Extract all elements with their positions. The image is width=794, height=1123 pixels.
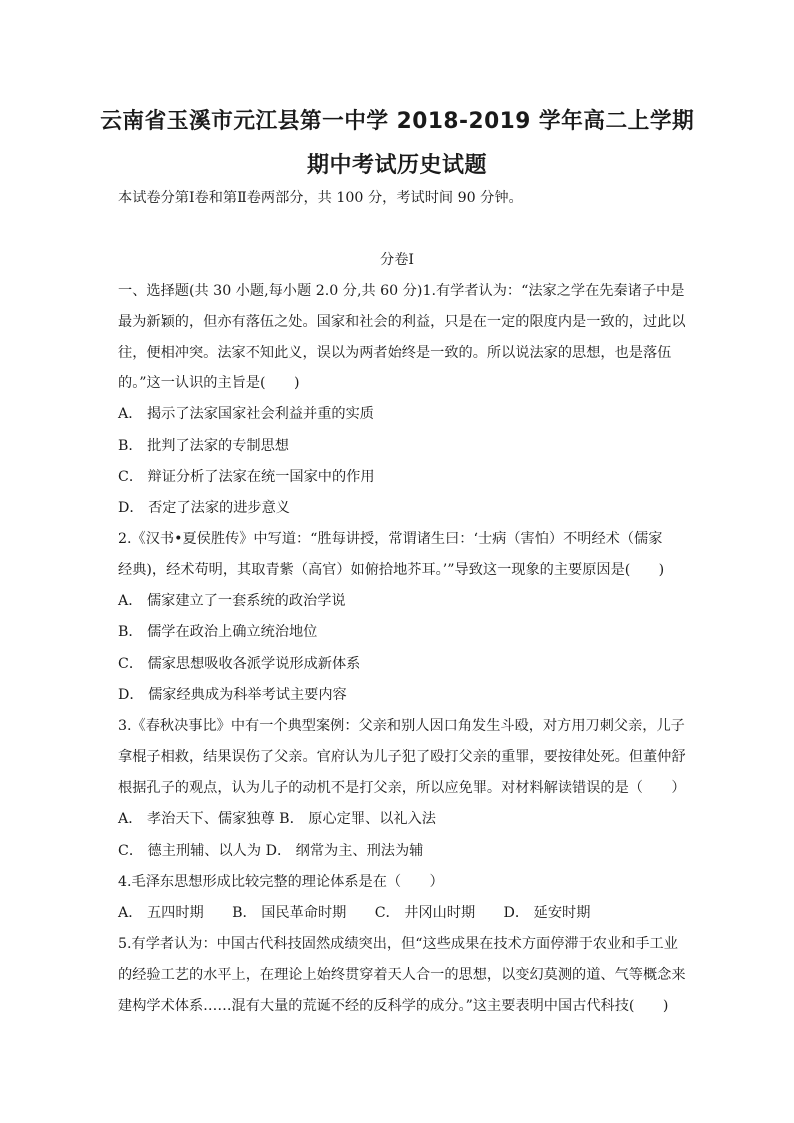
option-line: A． 孝治天下、儒家独尊 B． 原心定罪、以礼入法	[118, 811, 436, 827]
text-line: 一、选择题(共 30 小题,每小题 2.0 分,共 60 分)1.有学者认为：“法家之学在先秦诸子中是	[118, 283, 685, 299]
text-line: 的。”这一认识的主旨是( )	[118, 375, 300, 391]
text-line: 建构学术体系……混有大量的荒诞不经的反科学的成分。”这主要表明中国古代科技( )	[118, 998, 669, 1014]
text-line: 往，便相冲突。法家不知此义，误以为两者始终是一致的。所以说法家的思想，也是落伍	[118, 345, 672, 361]
title-line-2: 期中考试历史试题	[306, 153, 487, 178]
option-line: C． 德主刑辅、以人为 D． 纲常为主、刑法为辅	[118, 843, 424, 859]
section-heading: 分卷Ⅰ	[380, 252, 414, 268]
option-line: B． 批判了法家的专制思想	[118, 438, 289, 454]
option-line: B． 儒学在政治上确立统治地位	[118, 624, 318, 640]
text-line: 的经验工艺的水平上，在理论上始终贯穿着天人合一的思想，以变幻莫测的道、气等概念来	[118, 967, 686, 983]
option-line: C． 儒家思想吸收各派学说形成新体系	[118, 656, 361, 672]
text-line: 3.《春秋决事比》中有一个典型案例：父亲和别人因口角发生斗殴，对方用刀刺父亲，儿子	[118, 718, 685, 734]
option-line: D． 儒家经典成为科举考试主要内容	[118, 687, 347, 703]
option-line: D． 否定了法家的进步意义	[118, 500, 290, 516]
intro-text: 本试卷分第Ⅰ卷和第Ⅱ卷两部分，共 100 分，考试时间 90 分钟。	[118, 190, 523, 206]
option-line: A． 五四时期 B． 国民革命时期 C． 井冈山时期 D． 延安时期	[118, 905, 591, 921]
text-line: 根据孔子的观点，认为儿子的动机不是打父亲，所以应免罪。对材料解读错误的是（ ）	[118, 780, 686, 796]
option-line: C． 辩证分析了法家在统一国家中的作用	[118, 469, 375, 485]
text-line: 5.有学者认为：中国古代科技固然成绩突出，但“这些成果在技术方面停滞于农业和手工业	[118, 936, 678, 952]
text-line: 4.毛泽东思想形成比较完整的理论体系是在（ ）	[118, 874, 444, 890]
option-line: A． 儒家建立了一套系统的政治学说	[118, 593, 346, 609]
text-line: 拿棍子相救，结果误伤了父亲。官府认为儿子犯了殴打父亲的重罪，要按律处死。但董仲舒	[118, 749, 686, 765]
text-line: 经典)，经术苟明，其取青紫（高官）如俯拾地芥耳。’”导致这一现象的主要原因是( )	[118, 562, 665, 578]
title-line-1: 云南省玉溪市元江县第一中学 2018-2019 学年高二上学期	[99, 109, 694, 134]
text-line: 最为新颖的，但亦有落伍之处。国家和社会的利益，只是在一定的限度内是一致的，过此以	[118, 314, 686, 330]
text-line: 2.《汉书•夏侯胜传》中写道：“胜每讲授，常谓诸生曰：‘士病（害怕）不明经术（儒家	[118, 531, 663, 547]
option-line: A． 揭示了法家国家社会利益并重的实质	[118, 406, 374, 422]
